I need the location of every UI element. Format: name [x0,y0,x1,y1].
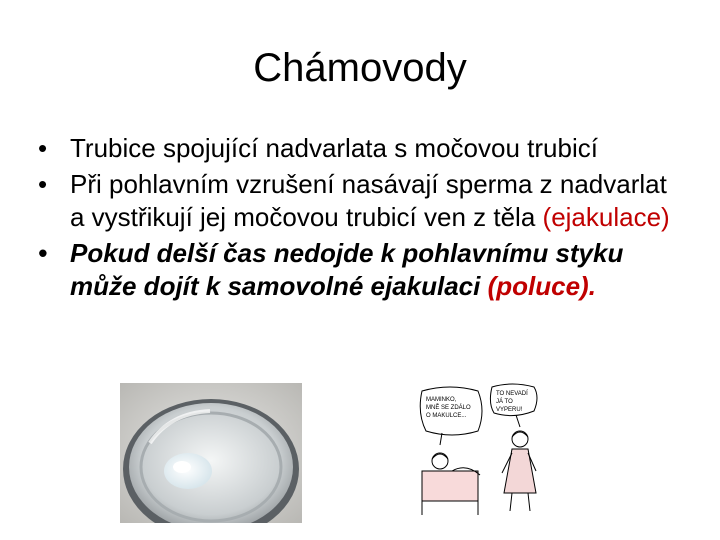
bullet-text: Trubice spojující nadvarlata s močovou trubicí [70,133,598,163]
slide-title: Chámovody [253,46,467,90]
bullet-highlight: (ejakulace) [542,202,670,232]
bullet-item [38,168,688,234]
cartoon-bubble-right-text: TO NEVADÍ JÁ TO VYPERU! [496,391,528,413]
bullet-dot: • [38,169,48,199]
bullet-item [38,237,688,303]
bullet-list [38,132,688,306]
bullet-item [38,132,688,165]
cartoon-bubble-left-text: MAMINKO, MNĚ SE ZDÁLO O MAKULCE... [426,397,471,419]
bullet-highlight: (poluce). [487,271,596,301]
bullet-text: Pokud delší čas nedojde k pohlavnímu styku může dojít k samovolné ejakulaci [70,238,624,301]
bullet-dot: • [38,238,48,268]
petri-dish-photo [120,383,302,523]
bullet-text: Při pohlavním vzrušení nasávají sperma z nadvarlat a vystřikují jej močovou trubicí ven z těla [70,169,667,232]
cartoon-illustration [412,383,550,521]
bullet-dot: • [38,133,48,163]
